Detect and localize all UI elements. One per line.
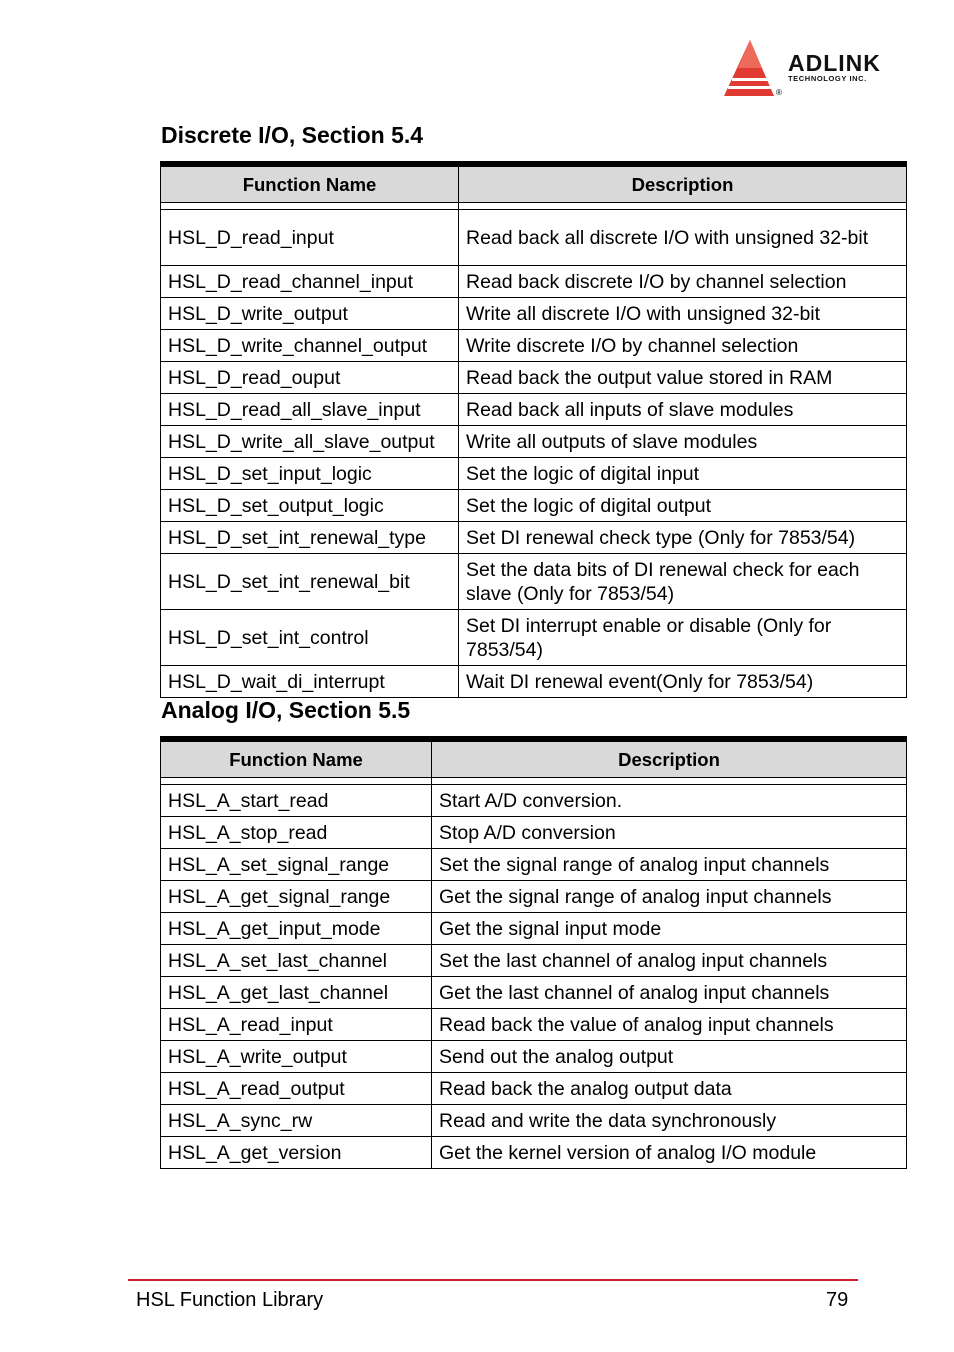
discrete-io-table — [160, 161, 907, 698]
function-name-cell: HSL_D_write_output — [161, 298, 459, 330]
function-name-cell: HSL_D_set_int_renewal_type — [161, 522, 459, 554]
table-row — [161, 1041, 907, 1073]
description-cell: Set the logic of digital input — [459, 458, 907, 490]
section-title-analog-io: Analog I/O, Section 5.5 — [161, 697, 411, 723]
table-row — [161, 458, 907, 490]
function-name-cell: HSL_A_read_input — [161, 1009, 432, 1041]
function-name-cell: HSL_D_set_input_logic — [161, 458, 459, 490]
function-name-cell: HSL_D_write_channel_output — [161, 330, 459, 362]
description-cell: Write discrete I/O by channel selection — [459, 330, 907, 362]
function-name-cell: HSL_A_stop_read — [161, 817, 432, 849]
footer-title: HSL Function Library — [136, 1289, 324, 1311]
table-row — [161, 610, 907, 666]
table-row — [161, 426, 907, 458]
function-name-cell: HSL_D_set_int_renewal_bit — [161, 554, 459, 610]
description-cell: Write all discrete I/O with unsigned 32-bit — [459, 298, 907, 330]
column-header-function-name: Function Name — [161, 739, 432, 778]
table-row — [161, 666, 907, 698]
adlink-logo — [722, 38, 912, 100]
table-row — [161, 298, 907, 330]
function-name-cell: HSL_A_get_last_channel — [161, 977, 432, 1009]
table-row — [161, 881, 907, 913]
page-number: 79 — [826, 1289, 849, 1311]
function-name-cell: HSL_A_sync_rw — [161, 1105, 432, 1137]
adlink-triangle-icon — [722, 38, 784, 100]
description-cell: Read back all discrete I/O with unsigned 32-bit — [459, 210, 907, 266]
function-name-cell: HSL_A_start_read — [161, 785, 432, 817]
table-row — [161, 817, 907, 849]
description-cell: Set DI interrupt enable or disable (Only for 7853/54) — [459, 610, 907, 666]
table-header-row — [161, 739, 907, 778]
column-header-description: Description — [459, 164, 907, 203]
function-name-cell: HSL_A_get_input_mode — [161, 913, 432, 945]
description-cell: Send out the analog output — [432, 1041, 907, 1073]
description-cell: Write all outputs of slave modules — [459, 426, 907, 458]
table-row — [161, 945, 907, 977]
function-name-cell: HSL_D_read_ouput — [161, 362, 459, 394]
function-name-cell: HSL_A_write_output — [161, 1041, 432, 1073]
gap-cell — [161, 778, 432, 785]
logo-tagline: TECHNOLOGY INC. — [788, 74, 867, 83]
table-row — [161, 522, 907, 554]
header-gap-row — [161, 778, 907, 785]
table-row — [161, 1009, 907, 1041]
table-row — [161, 266, 907, 298]
description-cell: Read back the analog output data — [432, 1073, 907, 1105]
function-name-cell: HSL_D_read_all_slave_input — [161, 394, 459, 426]
table-header-row — [161, 164, 907, 203]
table-row — [161, 1137, 907, 1169]
table-row — [161, 362, 907, 394]
description-cell: Set the logic of digital output — [459, 490, 907, 522]
column-header-function-name: Function Name — [161, 164, 459, 203]
function-name-cell: HSL_D_wait_di_interrupt — [161, 666, 459, 698]
logo-wordmark: ADLINK — [788, 50, 881, 76]
table-row — [161, 490, 907, 522]
description-cell: Read back discrete I/O by channel selection — [459, 266, 907, 298]
section-title-discrete-io: Discrete I/O, Section 5.4 — [161, 122, 424, 148]
function-name-cell: HSL_A_get_version — [161, 1137, 432, 1169]
registered-mark: ® — [776, 88, 782, 97]
description-cell: Set DI renewal check type (Only for 7853/54) — [459, 522, 907, 554]
function-name-cell: HSL_D_write_all_slave_output — [161, 426, 459, 458]
table-row — [161, 330, 907, 362]
description-cell: Get the signal input mode — [432, 913, 907, 945]
function-name-cell: HSL_A_read_output — [161, 1073, 432, 1105]
gap-cell — [459, 203, 907, 210]
table-row — [161, 554, 907, 610]
gap-cell — [432, 778, 907, 785]
function-name-cell: HSL_D_set_output_logic — [161, 490, 459, 522]
function-name-cell: HSL_D_read_channel_input — [161, 266, 459, 298]
description-cell: Set the signal range of analog input channels — [432, 849, 907, 881]
description-cell: Read back the value of analog input channels — [432, 1009, 907, 1041]
description-cell: Get the kernel version of analog I/O module — [432, 1137, 907, 1169]
header-gap-row — [161, 203, 907, 210]
description-cell: Set the last channel of analog input channels — [432, 945, 907, 977]
table-row — [161, 1073, 907, 1105]
analog-io-table — [160, 736, 907, 1169]
function-name-cell: HSL_A_set_signal_range — [161, 849, 432, 881]
footer-rule — [128, 1279, 858, 1281]
table-row — [161, 849, 907, 881]
function-name-cell: HSL_D_set_int_control — [161, 610, 459, 666]
description-cell: Read and write the data synchronously — [432, 1105, 907, 1137]
description-cell: Wait DI renewal event(Only for 7853/54) — [459, 666, 907, 698]
description-cell: Read back the output value stored in RAM — [459, 362, 907, 394]
column-header-description: Description — [432, 739, 907, 778]
function-name-cell: HSL_D_read_input — [161, 210, 459, 266]
description-cell: Read back all inputs of slave modules — [459, 394, 907, 426]
function-name-cell: HSL_A_set_last_channel — [161, 945, 432, 977]
gap-cell — [161, 203, 459, 210]
description-cell: Set the data bits of DI renewal check for each slave (Only for 7853/54) — [459, 554, 907, 610]
description-cell: Start A/D conversion. — [432, 785, 907, 817]
table-row — [161, 210, 907, 266]
table-row — [161, 1105, 907, 1137]
description-cell: Get the last channel of analog input channels — [432, 977, 907, 1009]
table-row — [161, 913, 907, 945]
function-name-cell: HSL_A_get_signal_range — [161, 881, 432, 913]
table-row — [161, 977, 907, 1009]
description-cell: Stop A/D conversion — [432, 817, 907, 849]
table-row — [161, 785, 907, 817]
description-cell: Get the signal range of analog input channels — [432, 881, 907, 913]
table-row — [161, 394, 907, 426]
